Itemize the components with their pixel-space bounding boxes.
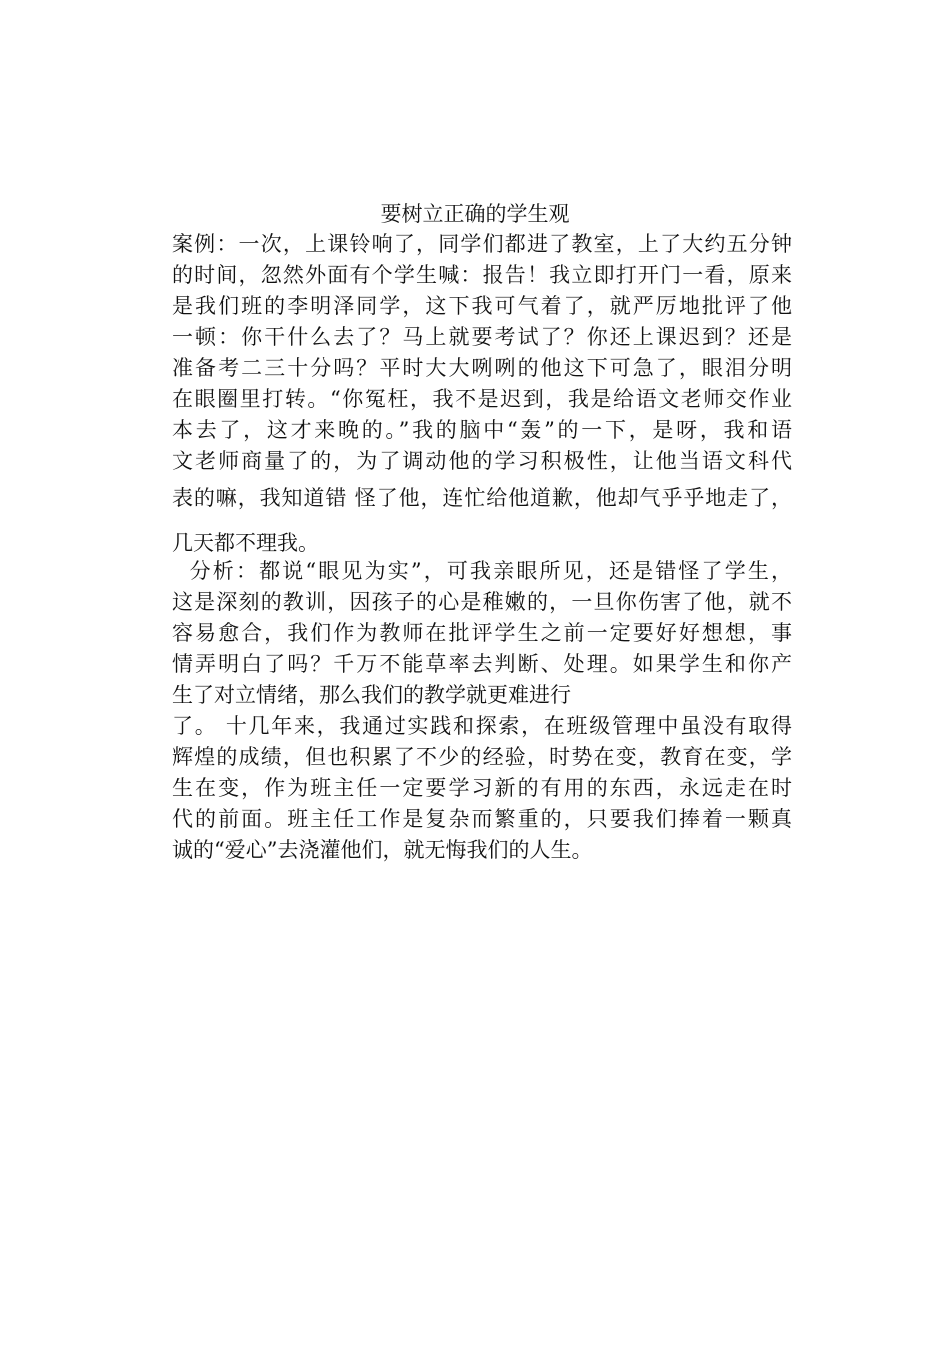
- document-title: 要树立正确的学生观: [380, 202, 570, 226]
- analysis-paragraph: [172, 556, 792, 711]
- conclusion-line: 代的前面。班主任工作是复杂而繁重的，只要我们捧着一颗真: [172, 807, 792, 831]
- case-line: 一顿：你干什么去了？马上就要考试了？你还上课迟到？还是: [172, 325, 792, 349]
- case-line: 的时间，忽然外面有个学生喊：报告！我立即打开门一看，原来: [172, 263, 792, 287]
- case-line-10-block: [172, 528, 792, 559]
- case-line: 案例：一次，上课铃响了，同学们都进了教室，上了大约五分钟: [172, 232, 792, 256]
- case-line-9-block: [172, 483, 792, 514]
- case-line: 准备考二三十分吗？平时大大咧咧的他这下可急了，眼泪分明: [172, 356, 792, 380]
- analysis-line: 分析：都说“眼见为实”，可我亲眼所见，还是错怪了学生，: [172, 559, 792, 583]
- case-line: 在眼圈里打转。“你冤枉，我不是迟到，我是给语文老师交作业: [172, 387, 792, 411]
- case-line: 本去了，这才来晚的。”我的脑中“轰”的一下，是呀，我和语: [172, 418, 792, 442]
- case-line: 文老师商量了的，为了调动他的学习积极性，让他当语文科代: [172, 449, 792, 473]
- case-paragraph: [172, 229, 792, 477]
- conclusion-line: 了。 十几年来，我通过实践和探索，在班级管理中虽没有取得: [172, 714, 792, 738]
- analysis-line: 情弄明白了吗？千万不能草率去判断、处理。如果学生和你产: [172, 652, 792, 676]
- conclusion-line: 生在变，作为班主任一定要学习新的有用的东西，永远走在时: [172, 776, 792, 800]
- analysis-line: 这是深刻的教训，因孩子的心是稚嫩的，一旦你伤害了他，就不: [172, 590, 792, 614]
- conclusion-paragraph: [172, 711, 792, 866]
- conclusion-line: 诚的“爱心”去浇灌他们，就无悔我们的人生。: [172, 838, 593, 862]
- case-line: 是我们班的李明泽同学，这下我可气着了，就严厉地批评了他: [172, 294, 792, 318]
- analysis-line: 生了对立情绪，那么我们的教学就更难进行: [172, 683, 571, 707]
- conclusion-line: 辉煌的成绩，但也积累了不少的经验，时势在变，教育在变，学: [172, 745, 792, 769]
- case-line: 几天都不理我。: [172, 531, 319, 555]
- case-line: 表的嘛，我知道错 怪了他，连忙给他道歉，他却气乎乎地走了，: [172, 486, 792, 510]
- analysis-line: 容易愈合，我们作为教师在批评学生之前一定要好好想想，事: [172, 621, 792, 645]
